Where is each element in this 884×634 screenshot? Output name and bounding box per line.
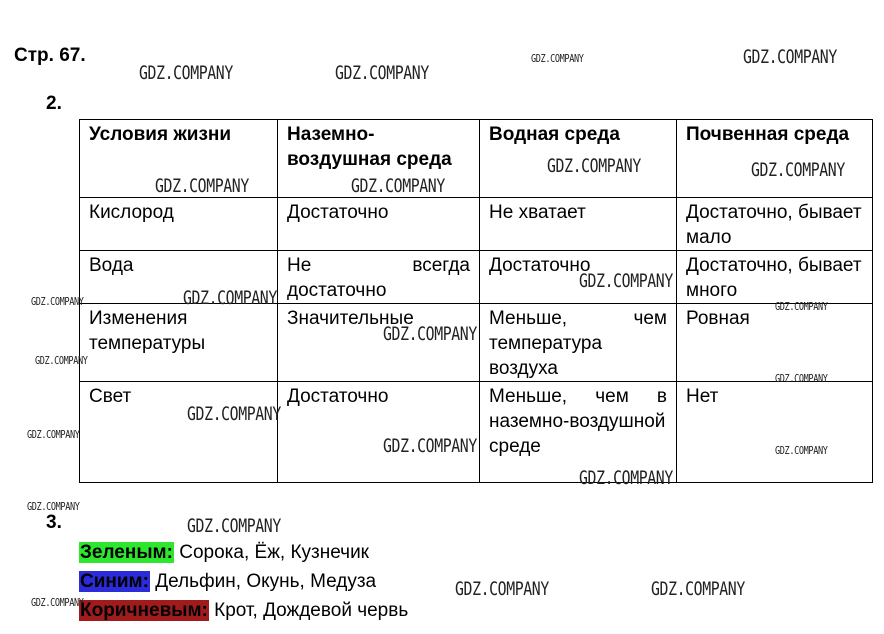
table-row xyxy=(80,198,873,251)
table-cell: Вода xyxy=(80,251,278,304)
brown-label: Коричневым: xyxy=(80,600,208,621)
table-cell: Свет xyxy=(80,382,278,483)
table-cell: Достаточно xyxy=(480,251,677,304)
watermark: GDZ.COMPANY xyxy=(27,500,80,513)
watermark: GDZ.COMPANY xyxy=(383,323,477,345)
page-reference: Стр. 67. xyxy=(14,45,86,66)
green-items: Сорока, Ёж, Кузнечик xyxy=(173,542,369,563)
table-cell: Ровная xyxy=(677,304,873,382)
watermark: GDZ.COMPANY xyxy=(547,155,641,177)
watermark: GDZ.COMPANY xyxy=(351,175,445,197)
table-cell: Достаточно xyxy=(278,198,480,251)
green-label: Зеленым: xyxy=(80,542,173,563)
watermark: GDZ.COMPANY xyxy=(187,515,281,537)
task-3-number: 3. xyxy=(46,512,62,533)
table-cell: Достаточно xyxy=(278,382,480,483)
table-cell: Кислород xyxy=(80,198,278,251)
watermark: GDZ.COMPANY xyxy=(139,62,233,84)
watermark: GDZ.COMPANY xyxy=(579,467,673,489)
coloring-answers xyxy=(79,538,408,625)
table-cell: Изменения температуры xyxy=(80,304,278,382)
task-2-number: 2. xyxy=(46,93,62,114)
watermark: GDZ.COMPANY xyxy=(775,372,828,385)
watermark: GDZ.COMPANY xyxy=(383,435,477,457)
watermark: GDZ.COMPANY xyxy=(751,159,845,181)
watermark: GDZ.COMPANY xyxy=(31,596,84,609)
answer-brown xyxy=(79,596,408,625)
answer-green xyxy=(79,538,408,567)
table-cell: Меньше, чем температура воздуха xyxy=(480,304,677,382)
watermark: GDZ.COMPANY xyxy=(31,295,84,308)
header-cell: Водная среда xyxy=(480,120,677,198)
watermark: GDZ.COMPANY xyxy=(531,52,584,65)
table-cell: Достаточно, бывает мало xyxy=(677,198,873,251)
table-cell: Нет xyxy=(677,382,873,483)
watermark: GDZ.COMPANY xyxy=(335,62,429,84)
table-cell: Значительные xyxy=(278,304,480,382)
answer-blue xyxy=(79,567,408,596)
table-cell: Меньше, чем в наземно-воздушной среде xyxy=(480,382,677,483)
blue-items: Дельфин, Окунь, Медуза xyxy=(149,571,377,592)
header-cell: Наземно-воздушная среда xyxy=(278,120,480,198)
watermark: GDZ.COMPANY xyxy=(775,444,828,457)
watermark: GDZ.COMPANY xyxy=(455,578,549,600)
watermark: GDZ.COMPANY xyxy=(183,287,277,309)
table-header-row xyxy=(80,120,873,198)
watermark: GDZ.COMPANY xyxy=(579,270,673,292)
table-cell: Не всегда достаточно xyxy=(278,251,480,304)
table-row xyxy=(80,382,873,483)
header-cell: Условия жизни xyxy=(80,120,278,198)
watermark: GDZ.COMPANY xyxy=(651,578,745,600)
blue-label: Синим: xyxy=(80,571,149,592)
table-cell: Достаточно, бывает много xyxy=(677,251,873,304)
table-cell: Не хватает xyxy=(480,198,677,251)
header-cell: Почвенная среда xyxy=(677,120,873,198)
watermark: GDZ.COMPANY xyxy=(155,175,249,197)
watermark: GDZ.COMPANY xyxy=(775,300,828,313)
watermark: GDZ.COMPANY xyxy=(187,403,281,425)
brown-items: Крот, Дождевой червь xyxy=(208,600,409,621)
habitat-comparison-table xyxy=(79,119,873,483)
watermark: GDZ.COMPANY xyxy=(743,46,837,68)
watermark: GDZ.COMPANY xyxy=(35,354,88,367)
watermark: GDZ.COMPANY xyxy=(27,428,80,441)
table-row xyxy=(80,251,873,304)
table-row xyxy=(80,304,873,382)
